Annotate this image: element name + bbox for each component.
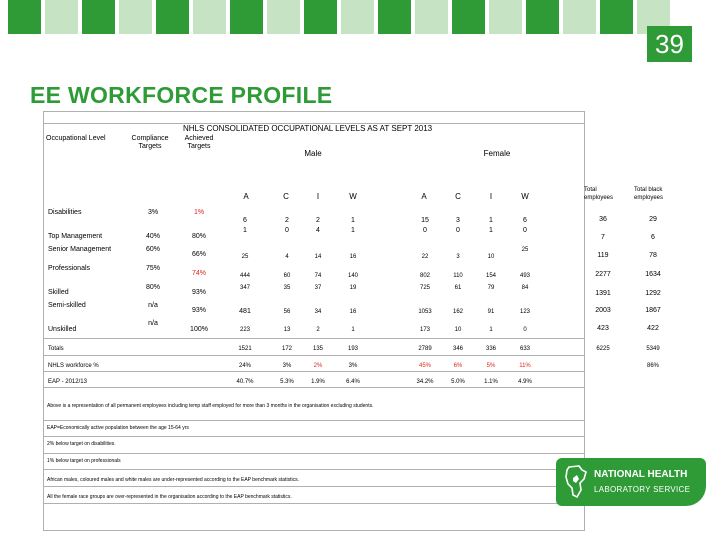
row-value: 173 bbox=[419, 327, 430, 333]
row-value: 3 bbox=[456, 217, 460, 224]
header-square bbox=[230, 0, 263, 34]
race-header: C bbox=[283, 192, 289, 201]
row-value: 1 bbox=[489, 227, 493, 234]
row-value: 16 bbox=[349, 309, 357, 315]
row-achieved: 93% bbox=[191, 289, 206, 296]
table-divider bbox=[43, 355, 584, 356]
row-level: Top Management bbox=[48, 233, 103, 240]
col-header-level: Occupational Level bbox=[46, 135, 106, 142]
row-value: 347 bbox=[239, 285, 250, 291]
row-value: 61 bbox=[454, 285, 462, 291]
totals-value: 633 bbox=[519, 346, 530, 352]
row-value: 0 bbox=[285, 227, 289, 234]
header-square bbox=[415, 0, 448, 34]
header-square bbox=[304, 0, 337, 34]
note: African males, coloured males and white males are under-represented according to the EAP benchmark statistics. bbox=[47, 477, 299, 483]
row-value: 22 bbox=[421, 254, 429, 260]
header-square bbox=[600, 0, 633, 34]
row-total: 7 bbox=[601, 234, 605, 241]
note: 2% below target on disabilities. bbox=[47, 441, 116, 447]
row-value: 6 bbox=[523, 217, 527, 224]
header-square bbox=[341, 0, 374, 34]
race-header: A bbox=[421, 192, 427, 201]
header-square bbox=[526, 0, 559, 34]
row-total: 36 bbox=[599, 216, 607, 223]
workforce-value: 24% bbox=[238, 363, 251, 369]
row-achieved: 1% bbox=[193, 209, 205, 216]
race-header: A bbox=[243, 192, 249, 201]
header-square bbox=[267, 0, 300, 34]
workforce-value: 5% bbox=[486, 363, 496, 369]
workforce-value: 6% bbox=[453, 363, 463, 369]
row-level: Skilled bbox=[48, 289, 69, 296]
totals-value: 2789 bbox=[418, 346, 432, 352]
workforce-label: NHLS workforce % bbox=[48, 363, 99, 369]
row-value: 123 bbox=[519, 309, 530, 315]
row-achieved: 80% bbox=[191, 233, 206, 240]
header-square bbox=[45, 0, 78, 34]
africa-map-icon bbox=[564, 464, 588, 500]
note: All the female race groups are over-represented in the organisation according to the EAP benchmark statistics. bbox=[47, 494, 292, 500]
row-value: 14 bbox=[314, 254, 322, 260]
eap-value: 40.7% bbox=[236, 379, 254, 385]
table-caption: NHLS CONSOLIDATED OCCUPATIONAL LEVELS AS AT SEPT 2013 bbox=[183, 124, 433, 133]
row-total-black: 29 bbox=[649, 216, 657, 223]
table-divider bbox=[43, 503, 584, 504]
row-value: 79 bbox=[487, 285, 495, 291]
header-square bbox=[452, 0, 485, 34]
row-achieved: 74% bbox=[191, 270, 206, 277]
row-value: 1 bbox=[489, 327, 493, 333]
table-divider bbox=[43, 387, 584, 388]
row-value: 802 bbox=[419, 273, 430, 279]
row-value: 35 bbox=[283, 285, 291, 291]
row-value: 10 bbox=[454, 327, 462, 333]
row-compliance: n/a bbox=[148, 302, 158, 309]
row-total: 119 bbox=[597, 252, 609, 259]
row-value: 1 bbox=[351, 217, 355, 224]
row-value: 223 bbox=[239, 327, 250, 333]
row-level: Disabilities bbox=[48, 209, 82, 216]
row-compliance: 60% bbox=[145, 246, 160, 253]
row-total-black: 6 bbox=[651, 234, 655, 241]
workforce-table bbox=[43, 111, 585, 531]
col-header-compliance: Compliance Targets bbox=[131, 135, 169, 150]
row-compliance: 80% bbox=[145, 284, 160, 291]
row-value: 91 bbox=[487, 309, 495, 315]
header-square bbox=[156, 0, 189, 34]
race-header: C bbox=[455, 192, 461, 201]
col-header-total: Total employees bbox=[584, 187, 614, 201]
group-header-male: Male bbox=[304, 149, 322, 158]
totals-total: 6225 bbox=[596, 346, 610, 352]
row-compliance: 40% bbox=[145, 233, 160, 240]
table-divider bbox=[43, 371, 584, 372]
eap-value: 5.3% bbox=[280, 379, 294, 385]
row-value: 0 bbox=[523, 327, 527, 333]
race-header: W bbox=[349, 192, 357, 201]
row-value: 162 bbox=[452, 309, 463, 315]
row-achieved: 66% bbox=[191, 251, 206, 258]
workforce-value: 45% bbox=[418, 363, 431, 369]
header-square bbox=[563, 0, 596, 34]
row-value: 74 bbox=[314, 273, 322, 279]
totals-value: 346 bbox=[452, 346, 463, 352]
row-total-black: 1292 bbox=[645, 290, 661, 297]
logo-text-line1: NATIONAL HEALTH bbox=[594, 469, 688, 480]
row-value: 60 bbox=[283, 273, 291, 279]
table-divider bbox=[43, 469, 584, 470]
eap-value: 5.0% bbox=[451, 379, 465, 385]
row-value: 725 bbox=[419, 285, 430, 291]
totals-value: 172 bbox=[281, 346, 292, 352]
note: 1% below target on professionals bbox=[47, 458, 121, 464]
row-total: 2277 bbox=[595, 271, 611, 278]
row-total-black: 78 bbox=[649, 252, 657, 259]
row-level: Semi-skilled bbox=[48, 302, 86, 309]
row-value: 3 bbox=[456, 254, 460, 260]
totals-value: 336 bbox=[485, 346, 496, 352]
row-value: 2 bbox=[316, 217, 320, 224]
row-achieved: 100% bbox=[190, 326, 208, 333]
row-value: 481 bbox=[239, 308, 251, 315]
workforce-value: 2% bbox=[313, 363, 323, 369]
workforce-value: 3% bbox=[282, 363, 292, 369]
logo-text-line2: LABORATORY SERVICE bbox=[594, 485, 691, 494]
row-value: 13 bbox=[283, 327, 291, 333]
row-value: 19 bbox=[349, 285, 357, 291]
row-value: 16 bbox=[349, 254, 357, 260]
row-total: 2003 bbox=[595, 307, 611, 314]
workforce-value: 11% bbox=[519, 363, 531, 369]
row-value: 25 bbox=[241, 254, 249, 260]
col-header-total-black: Total black employees bbox=[634, 187, 664, 201]
row-value: 1 bbox=[351, 327, 355, 333]
row-value: 56 bbox=[283, 309, 291, 315]
note: EAP=Economically active population between the age 15-64 yrs bbox=[47, 425, 189, 431]
header-square bbox=[82, 0, 115, 34]
totals-value: 135 bbox=[312, 346, 323, 352]
row-value: 493 bbox=[519, 273, 530, 279]
row-value: 6 bbox=[243, 217, 247, 224]
row-value: 0 bbox=[523, 227, 527, 234]
row-level: Senior Management bbox=[48, 246, 112, 253]
row-value: 110 bbox=[453, 273, 463, 279]
race-header: W bbox=[521, 192, 529, 201]
eap-value: 1.9% bbox=[311, 379, 325, 385]
table-divider bbox=[43, 486, 584, 487]
row-value: 15 bbox=[421, 217, 429, 224]
row-value: 1053 bbox=[418, 309, 432, 315]
row-total-black: 1634 bbox=[645, 271, 661, 278]
eap-value: 1.1% bbox=[484, 379, 498, 385]
row-total-black: 1867 bbox=[645, 307, 661, 314]
table-divider bbox=[43, 338, 584, 339]
row-value: 2 bbox=[316, 327, 320, 333]
row-value: 25 bbox=[521, 247, 529, 253]
row-compliance: 3% bbox=[147, 209, 159, 216]
totals-label: Totals bbox=[48, 346, 64, 352]
table-divider bbox=[43, 436, 584, 437]
header-square bbox=[489, 0, 522, 34]
header-square bbox=[378, 0, 411, 34]
note: Above is a representation of all permanent employees including temp staff employed for more than 3 months in the organisation excluding students. bbox=[47, 403, 374, 409]
row-value: 1 bbox=[489, 217, 493, 224]
row-total: 423 bbox=[597, 325, 609, 332]
group-header-female: Female bbox=[483, 149, 511, 158]
header-square bbox=[193, 0, 226, 34]
eap-value: 34.2% bbox=[416, 379, 434, 385]
row-value: 1 bbox=[351, 227, 355, 234]
page-number: 39 bbox=[647, 26, 692, 62]
eap-value: 4.9% bbox=[518, 379, 532, 385]
row-total-black: 422 bbox=[647, 325, 659, 332]
nhls-logo bbox=[556, 458, 706, 506]
race-header: I bbox=[316, 192, 320, 201]
table-divider bbox=[43, 453, 584, 454]
row-value: 37 bbox=[314, 285, 322, 291]
row-achieved: 93% bbox=[191, 307, 206, 314]
totals-value: 1521 bbox=[238, 346, 252, 352]
row-value: 154 bbox=[485, 273, 496, 279]
row-level: Unskilled bbox=[48, 326, 77, 333]
race-header: I bbox=[489, 192, 493, 201]
row-value: 34 bbox=[314, 309, 322, 315]
workforce-value: 3% bbox=[348, 363, 358, 369]
row-value: 10 bbox=[487, 254, 495, 260]
eap-label: EAP - 2012/13 bbox=[48, 379, 87, 385]
page-title: EE WORKFORCE PROFILE bbox=[30, 82, 333, 108]
row-total: 1391 bbox=[595, 290, 611, 297]
row-value: 444 bbox=[239, 273, 250, 279]
row-level: Professionals bbox=[48, 265, 91, 272]
col-header-achieved: Achieved Targets bbox=[184, 135, 214, 150]
workforce-black: 86% bbox=[646, 363, 659, 369]
eap-value: 6.4% bbox=[346, 379, 360, 385]
header-square bbox=[119, 0, 152, 34]
row-value: 140 bbox=[347, 273, 358, 279]
row-compliance: 75% bbox=[145, 265, 160, 272]
row-value: 0 bbox=[456, 227, 460, 234]
header-square bbox=[8, 0, 41, 34]
row-value: 1 bbox=[243, 227, 247, 234]
totals-total-black: 5349 bbox=[646, 346, 660, 352]
table-divider bbox=[43, 420, 584, 421]
row-compliance: n/a bbox=[148, 320, 158, 327]
totals-value: 193 bbox=[347, 346, 358, 352]
row-value: 2 bbox=[285, 217, 289, 224]
row-value: 0 bbox=[423, 227, 427, 234]
row-value: 84 bbox=[521, 285, 529, 291]
row-value: 4 bbox=[285, 254, 289, 260]
row-value: 4 bbox=[316, 227, 320, 234]
